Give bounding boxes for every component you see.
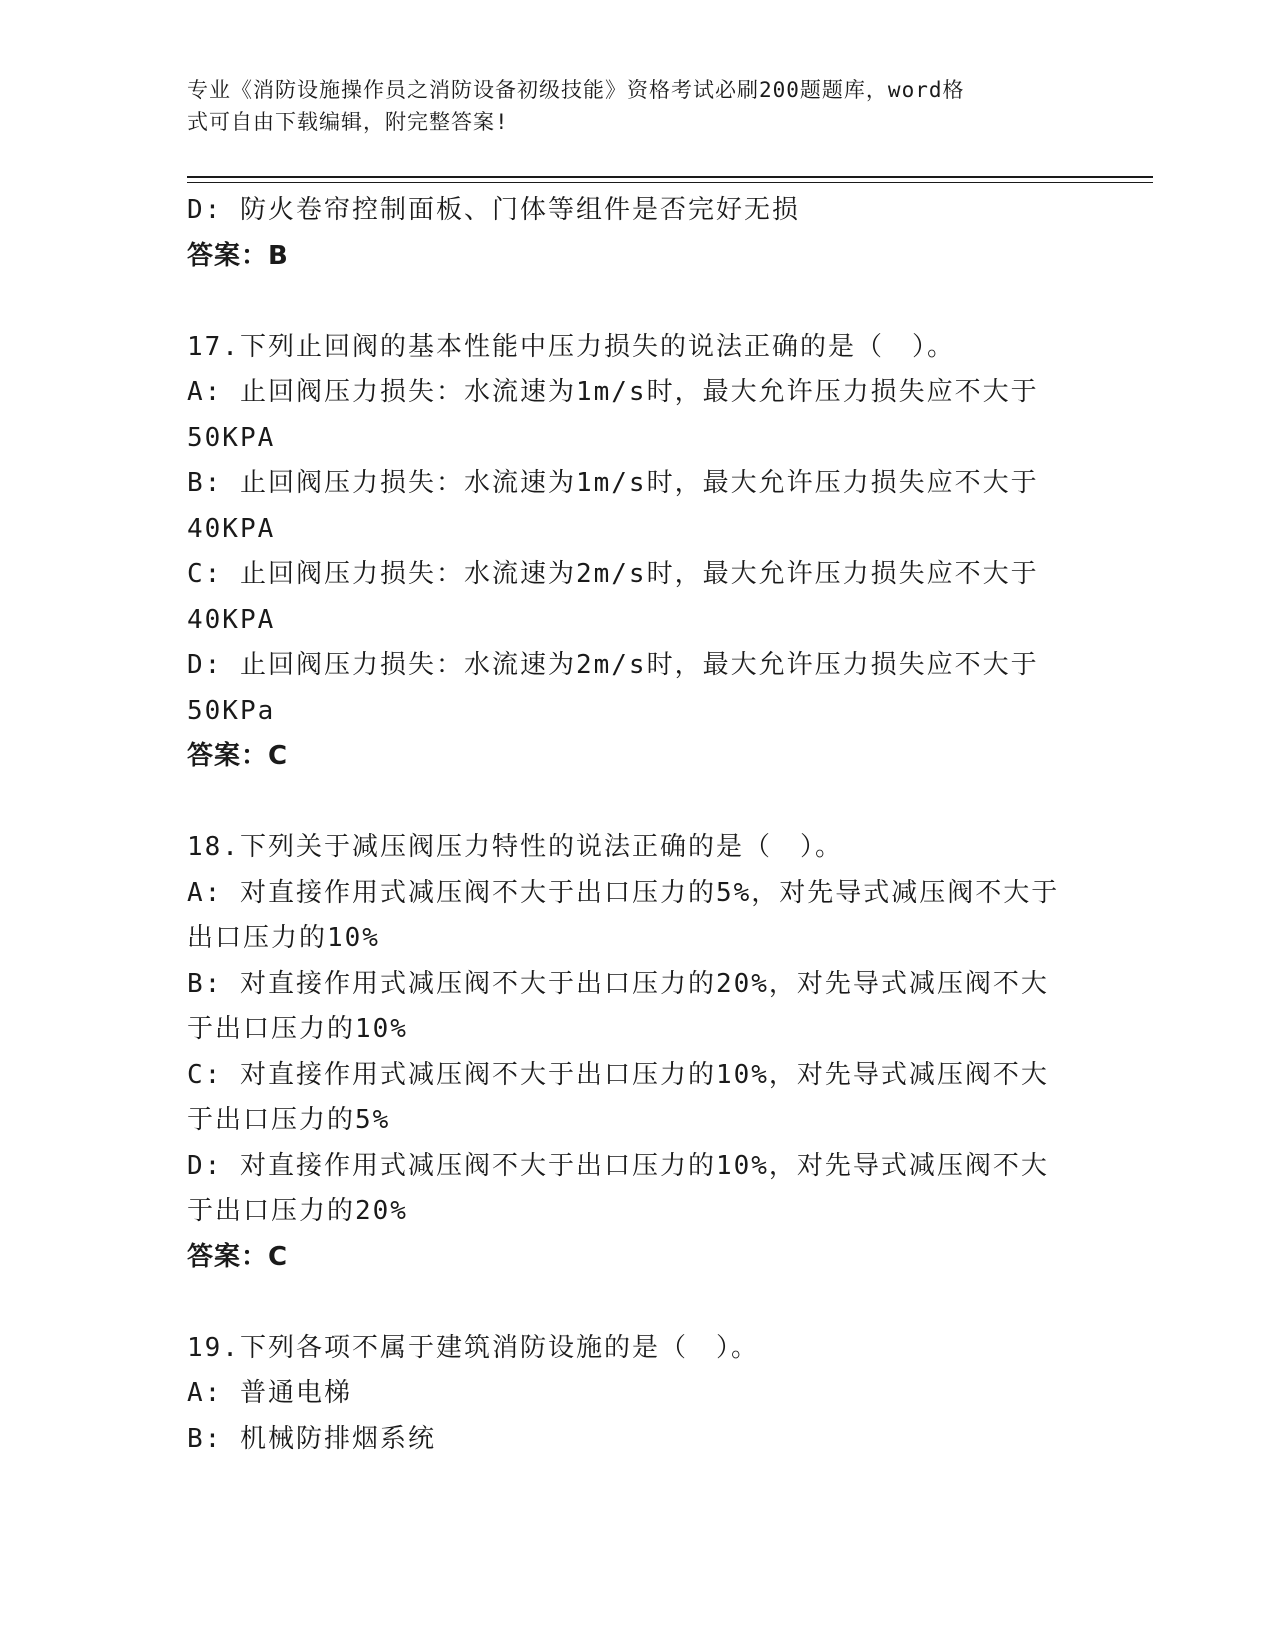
question-18-stem: 18.下列关于减压阀压力特性的说法正确的是（ ）。 xyxy=(187,832,843,862)
question-19-stem: 19.下列各项不属于建筑消防设施的是（ ）。 xyxy=(187,1332,759,1363)
question-18-option-b: B: 对直接作用式减压阀不大于出口压力的20%，对先导式减压阀不大 xyxy=(187,968,1049,999)
question-19-option-a: A: 普通电梯 xyxy=(187,1378,352,1408)
question-18-answer: 答案：C xyxy=(187,1241,289,1272)
header-divider-thick xyxy=(187,176,1153,178)
question-18-option-c-cont: 于出口压力的5% xyxy=(187,1105,391,1135)
question-17 xyxy=(187,325,1087,780)
previous-question-option-d: D: 防火卷帘控制面板、门体等组件是否完好无损 xyxy=(187,195,800,225)
question-19 xyxy=(187,1326,1087,1463)
header-title-line-2: 式可自由下载编辑，附完整答案! xyxy=(187,110,509,134)
question-17-answer: 答案：C xyxy=(187,741,289,771)
spacer xyxy=(187,279,1087,325)
spacer xyxy=(187,780,1087,826)
question-18-option-a: A: 对直接作用式减压阀不大于出口压力的5%，对先导式减压阀不大于 xyxy=(187,877,1060,908)
question-17-option-c-cont: 40KPA xyxy=(187,604,276,635)
header-divider-thin xyxy=(187,182,1153,183)
question-17-stem: 17.下列止回阀的基本性能中压力损失的说法正确的是（ ）。 xyxy=(187,331,955,362)
question-18-option-c: C: 对直接作用式减压阀不大于出口压力的10%，对先导式减压阀不大 xyxy=(187,1059,1049,1090)
question-17-option-b: B: 止回阀压力损失：水流速为1m/s时，最大允许压力损失应不大于 xyxy=(187,468,1039,498)
question-17-option-a: A: 止回阀压力损失：水流速为1m/s时，最大允许压力损失应不大于 xyxy=(187,377,1039,407)
question-18-option-d: D: 对直接作用式减压阀不大于出口压力的10%，对先导式减压阀不大 xyxy=(187,1150,1049,1181)
spacer xyxy=(187,1280,1087,1326)
question-18-option-b-cont: 于出口压力的10% xyxy=(187,1014,408,1044)
question-17-option-b-cont: 40KPA xyxy=(187,513,276,544)
question-18 xyxy=(187,825,1087,1280)
document-header xyxy=(187,74,1087,138)
question-19-option-b: B: 机械防排烟系统 xyxy=(187,1423,436,1454)
question-17-option-d: D: 止回阀压力损失：水流速为2m/s时，最大允许压力损失应不大于 xyxy=(187,650,1039,680)
question-18-option-d-cont: 于出口压力的20% xyxy=(187,1196,408,1226)
question-17-option-c: C: 止回阀压力损失：水流速为2m/s时，最大允许压力损失应不大于 xyxy=(187,559,1039,589)
question-18-option-a-cont: 出口压力的10% xyxy=(187,923,380,953)
header-title-line-1: 专业《消防设施操作员之消防设备初级技能》资格考试必刷200题题库，word格 xyxy=(187,78,965,102)
question-17-option-d-cont: 50KPa xyxy=(187,695,276,726)
document-body xyxy=(187,188,1087,1462)
previous-question-answer: 答案：B xyxy=(187,240,289,271)
question-17-option-a-cont: 50KPA xyxy=(187,422,276,453)
